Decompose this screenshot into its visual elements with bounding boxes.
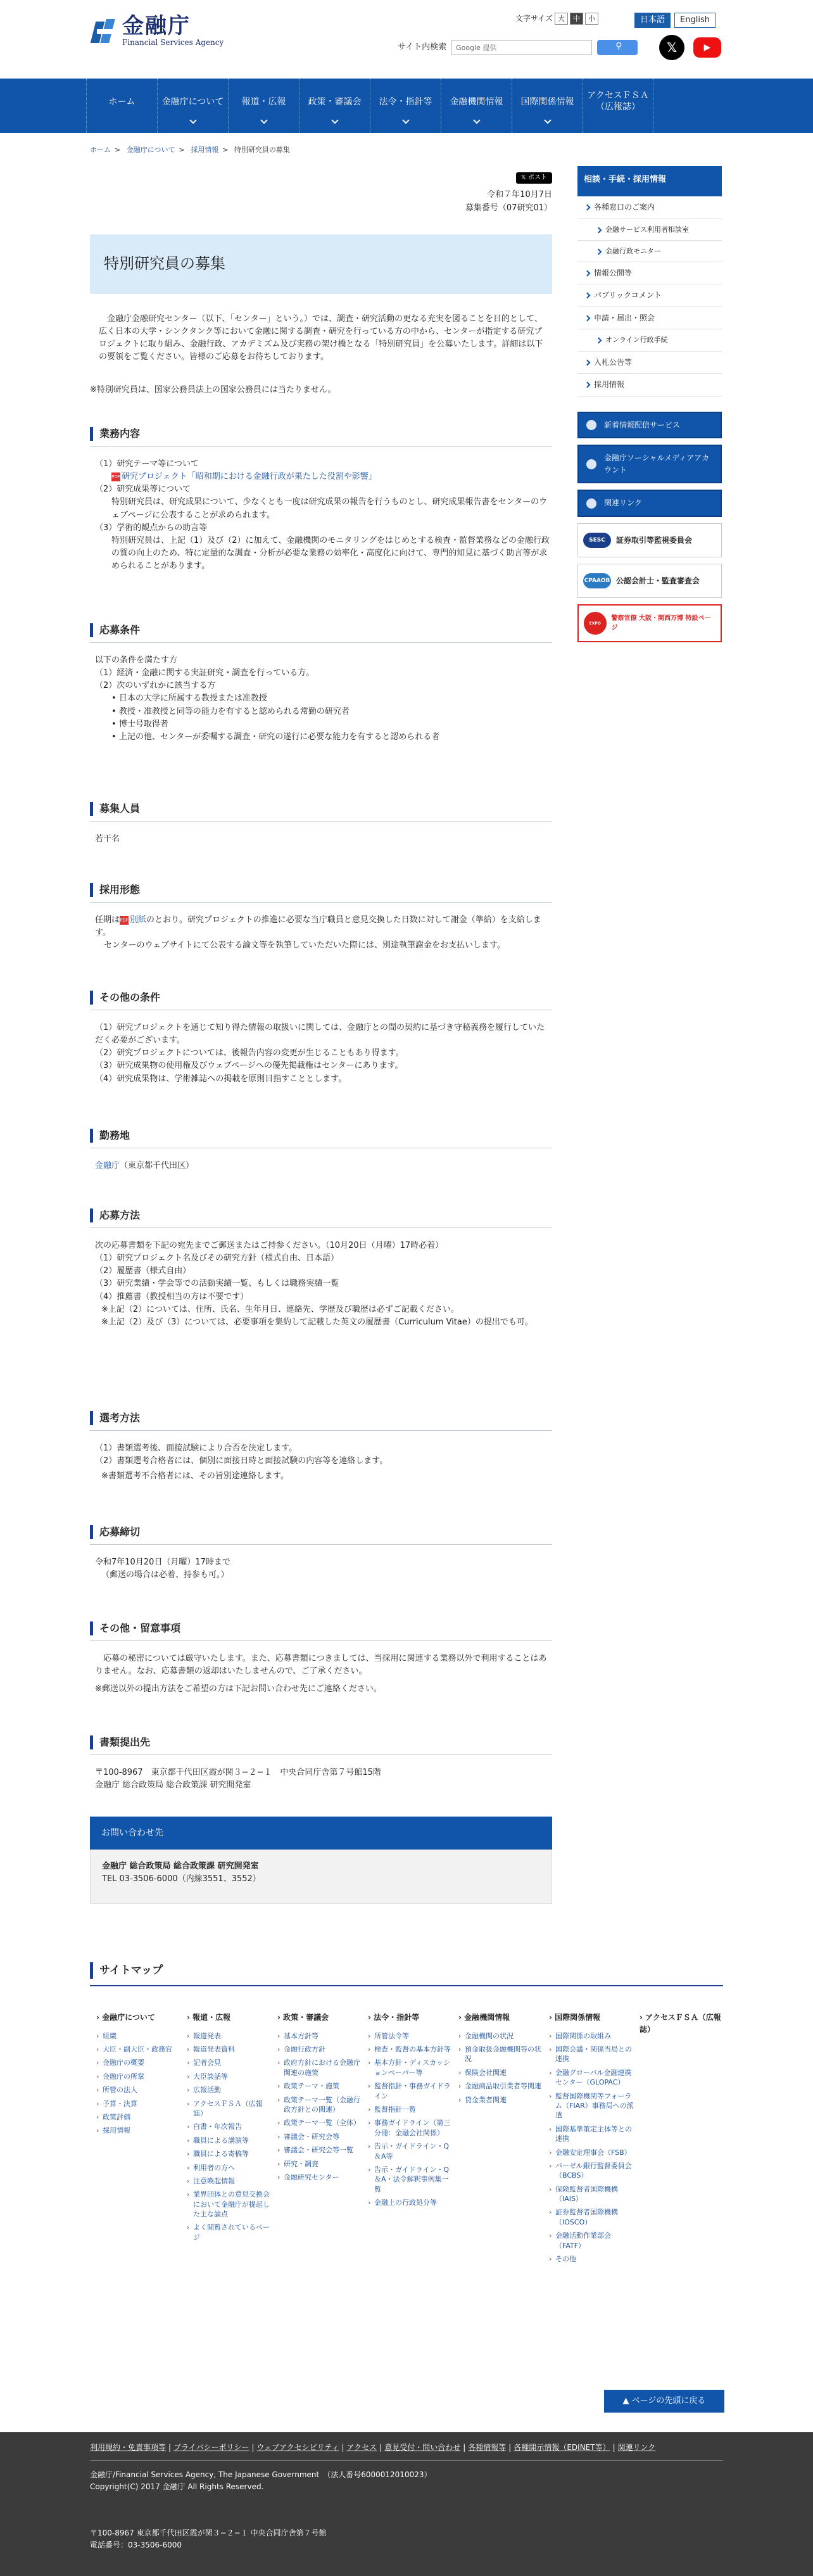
chevron-down-icon [473, 117, 480, 124]
sitemap [90, 1962, 723, 2264]
font-size-label: 文字サイズ [515, 14, 553, 23]
nav-label: 金融庁について [161, 97, 224, 107]
section-heading: 応募方法 [90, 1209, 552, 1222]
sitemap-link[interactable]: › 金融行政方針 [277, 2045, 363, 2054]
sitemap-column [277, 2012, 368, 2268]
section-deadline [90, 1525, 552, 1582]
cond-item-2: （2）次のいずれかに該当する方 [95, 681, 216, 691]
section-heading: 募集人員 [90, 802, 552, 816]
sitemap-link[interactable]: › 監督指針一覧 [368, 2105, 453, 2114]
sitemap-link[interactable]: › 監督指針・事務ガイドライン [368, 2081, 453, 2101]
nav-about[interactable] [157, 79, 228, 133]
select-note: ※書類選考不合格者には、その旨別途連絡します。 [101, 1471, 289, 1482]
banner-label: 新着情報配信サービス [604, 420, 681, 429]
pdf-icon: PDF [111, 473, 120, 481]
section-number [90, 802, 552, 846]
section-heading: 書類提出先 [90, 1735, 552, 1749]
sitemap-link[interactable]: › その他 [549, 2254, 634, 2264]
expo-logo-text: EXPO 2025 [589, 621, 601, 650]
expo-banner[interactable] [577, 604, 722, 650]
sitemap-column [368, 2012, 458, 2268]
sesc-banner[interactable] [577, 523, 722, 557]
nav-international[interactable] [512, 79, 583, 133]
sitemap-link[interactable]: › 事務ガイドライン（第三分冊：金融会社関係） [368, 2118, 453, 2138]
section-apply [90, 1209, 552, 1329]
project-link[interactable]: 研究プロジェクト「昭和期における金融行政が果たした役割や影響」 [122, 472, 377, 482]
chevron-down-icon [331, 117, 338, 124]
page-top-button[interactable]: ▲ ページの先頭に戻る [604, 2390, 724, 2413]
section-employment [90, 883, 552, 952]
section-selection [90, 1411, 552, 1483]
nav-label: アクセスＦＳＡ（広報誌） [587, 91, 649, 113]
footer-separator: | [168, 2443, 172, 2452]
page-title-text: 特別研究員の募集 [104, 255, 225, 272]
cond-list-item: • 博士号取得者 [111, 718, 552, 731]
form-pre: 任期は [95, 915, 120, 925]
nav-access-fsa[interactable] [583, 79, 653, 133]
sitemap-link[interactable]: › 国際基準策定主体等との連携 [549, 2124, 634, 2144]
sitemap-link[interactable]: › 大臣談話等 [187, 2072, 272, 2081]
tweet-button[interactable]: 𝕏 ポスト [516, 172, 552, 184]
nav-label: 国際関係情報 [520, 97, 574, 107]
sitemap-link[interactable]: › アクセスＦＳＡ（広報誌） [187, 2099, 272, 2119]
sidebar-subitem[interactable]: オンライン行政手続 [577, 329, 722, 351]
banner-label: 公認会計士・監査審査会 [616, 576, 700, 585]
sidebar [577, 166, 722, 649]
cond-item-1: （1）経済・金融に関する実証研究・調査を行っている方。 [95, 668, 315, 678]
footer-links [90, 2442, 658, 2454]
banner-label: 関連リンク [604, 498, 642, 508]
pdf-icon: PDF [120, 916, 129, 925]
chevron-down-icon [189, 117, 196, 124]
apply-item: （2）履歴書（様式自由） [95, 1266, 191, 1276]
nav-label: 法令・指針等 [379, 97, 432, 107]
sitemap-link[interactable]: › 金融研究センター [277, 2173, 363, 2182]
lead-note: ※特別研究員は、国家公務員法上の国家公務員には当たりません。 [90, 385, 336, 395]
place-rest: （東京都千代田区） [120, 1161, 194, 1171]
sitemap-link[interactable]: › 予算・決算 [96, 2099, 182, 2109]
sitemap-link[interactable]: › 金融庁の所掌 [96, 2072, 182, 2081]
number-body: 若干名 [95, 834, 120, 844]
tweet-label: ポスト [528, 174, 547, 181]
sitemap-link[interactable]: › 政策評価 [96, 2112, 182, 2122]
language-switch [634, 13, 715, 28]
sitemap-column [640, 2012, 730, 2268]
sitemap-link[interactable]: › 報道発表 [187, 2031, 272, 2041]
sitemap-link[interactable]: › 注意喚起情報 [187, 2176, 272, 2186]
apply-note: ※上記（2）については、住所、氏名、生年月日、連絡先、学歴及び職歴は必ずご記載ください。 [101, 1304, 459, 1314]
sitemap-link[interactable]: › 金融安定理事会（FSB） [549, 2148, 634, 2157]
footer-org: 金融庁/Financial Services Agency, The Japanese Government （法人番号6000012010023） [90, 2470, 432, 2479]
sitemap-link[interactable]: › 業界団体との意見交換会において金融庁が提起した主な論点 [187, 2190, 272, 2219]
deadline-sub: （郵送の場合は必着、持参も可。） [101, 1570, 229, 1580]
select-item: （1）書類選考後、面接試験により合否を決定します。 [95, 1443, 298, 1453]
section-heading: 応募締切 [90, 1525, 552, 1539]
site-footer [0, 2432, 813, 2576]
sitemap-link[interactable]: › 金融活動作業部会（FATF） [549, 2231, 634, 2250]
other-item: （3）研究成果物の使用権及びウェブページへの優先掲載権はセンターにあります。 [95, 1061, 403, 1071]
footer-copyright: Copyright(C) 2017 金融庁 All Rights Reserved. [90, 2482, 264, 2492]
apply-intro: 次の応募書類を下記の宛先までご郵送またはご持参ください。（10月20日（月曜）17時必着） [95, 1241, 444, 1250]
contact-org: 金融庁 総合政策局 総合政策課 研究開発室 [102, 1862, 259, 1871]
font-size-large-button[interactable]: 大 [555, 13, 568, 25]
breadcrumb-current: 特別研究員の募集 [234, 146, 290, 154]
wifi-icon [586, 420, 596, 430]
apply-note: ※上記（2）及び（3）については、必要事項を集約して記載した英文の履歴書（Curriculum Vitae）の提出でも可。 [101, 1317, 533, 1327]
footer-separator: | [612, 2443, 615, 2452]
contact-heading: お問い合わせ先 [90, 1817, 552, 1850]
logo-text-en: Financial Services Agency [122, 38, 224, 47]
other-item: （2）研究プロジェクトについては、後報告内容の変更が生じることもあり得ます。 [95, 1048, 404, 1058]
sitemap-link[interactable]: › 金融上の行政処分等 [368, 2198, 453, 2207]
sidebar-item[interactable]: 入札公告等 [577, 352, 722, 374]
footer-link[interactable]: プライバシーポリシー [173, 2443, 249, 2452]
breadcrumb-home[interactable]: ホーム [90, 146, 111, 154]
cpaaob-logo-icon: CPAAOB [583, 573, 611, 588]
apply-item: （4）推薦書（教授相当の方は不要です） [95, 1291, 249, 1302]
sidebar-item[interactable]: 各種窓口のご案内 [577, 196, 722, 219]
work-item-3: （3）学術的観点からの助言等 [95, 523, 208, 533]
sitemap-link[interactable]: › 保険監督者国際機構（IAIS） [549, 2185, 634, 2204]
work-item-2: （2）研究成果等について [95, 485, 191, 495]
footer-link[interactable]: 意見受付・問い合わせ [384, 2443, 461, 2452]
footer-address: 〒100-8967 東京都千代田区霞が関３−２−１ 中央合同庁舎第７号館 [90, 2528, 327, 2537]
other-item: （1）研究プロジェクトを通じて知り得た情報の取扱いに関しては、金融庁との間の契約に基づき守秘義務を履行していただく必要がございます。 [95, 1023, 545, 1046]
sitemap-link[interactable]: › 白書・年次報告 [187, 2122, 272, 2131]
sitemap-link[interactable]: › 検査・監督の基本方針等 [368, 2045, 453, 2054]
sitemap-column-heading[interactable]: › 国際関係情報 [549, 2012, 634, 2024]
nav-home[interactable] [86, 79, 157, 133]
sitemap-column [187, 2012, 277, 2268]
sitemap-link[interactable]: › 記者会見 [187, 2058, 272, 2067]
nav-laws[interactable] [370, 79, 441, 133]
cond-list-item: • 日本の大学に所属する教授または准教授 [111, 692, 552, 705]
social-icon [586, 459, 596, 469]
footer-link[interactable]: 各種開示情報（EDINET等） [514, 2443, 610, 2452]
fsa-link[interactable]: 金融庁 [95, 1161, 120, 1171]
sidebar-item[interactable]: パブリックコメント [577, 284, 722, 307]
sitemap-link[interactable]: › 基本方針・ディスカッションペーパー等 [368, 2058, 453, 2078]
work-item-2-body: 特別研究員は、研究成果について、少なくとも一度は研究成果の報告を行うものとし、研究成果報告書をセンターのウェブページに公表することが求められます。 [111, 497, 547, 520]
section-submit-to [90, 1735, 552, 1792]
sitemap-link[interactable]: › 所管の法人 [96, 2085, 182, 2095]
breadcrumb: ホーム > 金融庁について > 採用情報 > 特別研究員の募集 [90, 146, 290, 154]
nav-label: 政策・審議会 [308, 97, 362, 107]
sitemap-link[interactable]: › 金融庁の概要 [96, 2058, 182, 2067]
sitemap-link[interactable]: › 政策テーマ一覧（金融行政方針との関連） [277, 2095, 363, 2115]
work-item-3-body: 特別研究員は、上記（1）及び（2）に加えて、金融機関のモニタリングをはじめとする検査・監督業務などの金融行政の質の向上のため、特に定量的な調査・分析が必要な業務の効率化・高度化に向けて、専門的知見に基づく助言等が求められることがあります。 [111, 535, 550, 571]
section-workplace [90, 1129, 552, 1172]
sidebar-banner-links[interactable] [577, 490, 722, 517]
section-heading: 勤務地 [90, 1129, 552, 1143]
recruit-number: 募集番号（07研究01） [465, 203, 552, 213]
search-label: サイト内検索 [398, 42, 447, 52]
font-size-small-button[interactable]: 小 [585, 13, 598, 25]
x-twitter-icon[interactable]: 𝕏 [659, 35, 684, 60]
footer-info [90, 2469, 432, 2493]
search-input[interactable]: Google 提供 [451, 40, 592, 55]
publish-date: 令和７年10月7日 [487, 190, 552, 200]
sitemap-link[interactable]: › 証券監督者国際機構（IOSCO） [549, 2207, 634, 2227]
sitemap-link[interactable]: › よく閲覧されているページ [187, 2223, 272, 2242]
sitemap-column-heading[interactable]: › 報道・広報 [187, 2012, 272, 2024]
sitemap-link[interactable]: › 審議会・研究会等 [277, 2132, 363, 2141]
section-heading: 業務内容 [90, 427, 552, 441]
breadcrumb-recruit[interactable]: 採用情報 [191, 146, 219, 154]
sitemap-link[interactable]: › 国際関係の取組み [549, 2031, 634, 2041]
work-item-1: （1）研究テーマ等について [95, 459, 199, 469]
section-heading: 応募条件 [90, 623, 552, 637]
sitemap-link[interactable]: › 保険会社関連 [458, 2068, 544, 2078]
chevron-down-icon [402, 117, 409, 124]
expo-logo-icon [584, 612, 607, 650]
page-title [90, 234, 552, 294]
sitemap-link[interactable]: › 研究・調査 [277, 2159, 363, 2169]
lang-english-button[interactable]: English [674, 13, 715, 28]
section-heading: その他の条件 [90, 991, 552, 1005]
youtube-icon[interactable]: ▶ [693, 37, 721, 58]
remarks-body: 応募の秘密については厳守いたします。また、応募書類につきましては、当採用に関連する業務以外で利用することはありません。なお、応募書類の返却はいたしませんので、ご了承ください。 [95, 1654, 547, 1677]
deadline-text: 令和7年10月20日（月曜）17時まで [95, 1558, 230, 1567]
other-item: （4）研究成果物は、学術雑誌への掲載を原則目指すこととします。 [95, 1074, 347, 1084]
submit-address: 〒100-8967 東京都千代田区霞が関３−２−１ 中央合同庁舎第７号館15階 [95, 1768, 381, 1777]
site-logo[interactable] [92, 15, 224, 49]
sitemap-link[interactable]: › 組織 [96, 2031, 182, 2041]
banner-label: 警察官僚 大阪・関西万博 特設ページ [611, 614, 711, 632]
footer-separator: | [508, 2443, 512, 2452]
footer-separator: | [251, 2443, 255, 2452]
sesc-logo-icon: SESC [583, 533, 611, 548]
banner-label: 金融庁ソーシャルメディアアカウント [604, 454, 710, 474]
sitemap-column-heading[interactable]: › 金融庁について [96, 2012, 182, 2024]
sidebar-subitem[interactable]: 金融サービス利用者相談室 [577, 219, 722, 241]
footer-separator: | [379, 2443, 382, 2452]
section-heading: その他・留意事項 [90, 1621, 552, 1635]
contact-box [90, 1850, 552, 1904]
lead-paragraph [90, 313, 552, 364]
sitemap-link[interactable]: › 告示・ガイドライン・Q＆A・法令解釈事例集一覧 [368, 2165, 453, 2194]
font-size-medium-button[interactable]: 中 [570, 13, 583, 25]
footer-link[interactable]: アクセス [346, 2443, 377, 2452]
sitemap-link[interactable]: › 所管法令等 [368, 2031, 453, 2041]
sitemap-link[interactable]: › 政府方針における金融庁関連の施策 [277, 2058, 363, 2078]
footer-separator: | [341, 2443, 344, 2452]
site-search [398, 40, 638, 55]
global-nav [0, 79, 813, 133]
sitemap-link[interactable]: › 採用情報 [96, 2126, 182, 2135]
contact-tel: TEL 03-3506-6000（内線3551、3552） [102, 1874, 261, 1884]
sitemap-link[interactable]: › 広報活動 [187, 2085, 272, 2095]
nav-institutions[interactable] [441, 79, 512, 133]
footer-tel: 電話番号：03-3506-6000 [90, 2541, 182, 2550]
site-header [0, 0, 813, 79]
sitemap-link[interactable]: › バーゼル銀行監督委員会（BCBS） [549, 2161, 634, 2181]
submit-org: 金融庁 総合政策局 総合政策課 研究開発室 [95, 1780, 251, 1791]
sitemap-columns [96, 2012, 730, 2268]
sitemap-link[interactable]: › 金融グローバル金融連携センター（GLOPAC） [549, 2068, 634, 2088]
sitemap-link[interactable]: › 基本方針等 [277, 2031, 363, 2041]
sitemap-column [549, 2012, 640, 2268]
footer-link[interactable]: ウェブアクセシビリティ [256, 2443, 339, 2452]
sitemap-link[interactable]: › 貸金業者関連 [458, 2095, 544, 2105]
apply-item: （3）研究業績・学会等での活動実績一覧、もしくは職務実績一覧 [95, 1279, 339, 1289]
sitemap-link[interactable]: › 告示・ガイドライン・Q＆A等 [368, 2141, 453, 2161]
sitemap-link[interactable]: › 国際会議・関係当局との連携 [549, 2045, 634, 2064]
apply-item: （1）研究プロジェクト名及びその研究方針（様式自由、日本語） [95, 1253, 339, 1264]
lead-text: 金融庁金融研究センター（以下、「センター」という。）では、調査・研究活動の更なる充実を図ることを目的として、広く日本の大学・シンクタンク等において金融に関する調査・研究を行っている方の中から、センターが指定する研究プロジェクトに取り組み、金融行政、アカデミズム及び実務の架け橋となる「特別研究員」を公募いたします。詳細は以下の要領をご覧ください。皆様のご応募をお待ちしております。 [99, 314, 543, 362]
section-other-conditions [90, 991, 552, 1086]
publish-info [465, 189, 552, 215]
chevron-down-icon [260, 117, 267, 124]
sitemap-link[interactable]: › 政策テーマ一覧（全体） [277, 2118, 363, 2128]
page-top-label: ページの先頭に戻る [631, 2396, 706, 2406]
footer-link[interactable]: 各種情報等 [468, 2443, 507, 2452]
nav-press[interactable] [228, 79, 299, 133]
sitemap-link[interactable]: › 監督国際機関等フォーラム（FIAR）事務局への派遣 [549, 2091, 634, 2121]
sidebar-banner-social[interactable] [577, 445, 722, 483]
sitemap-column-heading[interactable]: › アクセスＦＳＡ（広報誌） [640, 2012, 725, 2035]
sitemap-heading: サイトマップ [90, 1962, 723, 1979]
chevron-down-icon [544, 117, 551, 124]
sitemap-link[interactable]: › 金融商品取引業者等関連 [458, 2081, 544, 2091]
lang-japanese-button[interactable]: 日本語 [634, 13, 671, 28]
footer-separator: | [463, 2443, 466, 2452]
sitemap-link[interactable]: › 報道発表資料 [187, 2045, 272, 2054]
nav-label: 報道・広報 [241, 97, 286, 107]
font-size-control [515, 13, 598, 25]
sitemap-link[interactable]: › 職員による寄稿等 [187, 2149, 272, 2159]
sitemap-column [458, 2012, 549, 2268]
link-icon [586, 498, 596, 509]
search-icon: ⚲ [615, 41, 622, 51]
form-body-2: センターのウェブサイトにて公表する論文等を執筆していただいた際には、別途執筆謝金をお支払いします。 [104, 941, 506, 951]
footer-link[interactable]: 利用規約・免責事項等 [90, 2443, 167, 2452]
sitemap-link[interactable]: › 大臣・副大臣・政務官 [96, 2045, 182, 2054]
sitemap-column [96, 2012, 187, 2268]
sitemap-link[interactable]: › 職員による講演等 [187, 2136, 272, 2145]
sidebar-item[interactable]: 採用情報 [577, 374, 722, 397]
search-button[interactable] [597, 40, 638, 55]
form-post: のとおり。研究プロジェクトの推進に必要な当庁職員と意見交換した日数に対して謝金（準給）を支給します。 [95, 915, 541, 938]
sitemap-link[interactable]: › 利用者の方へ [187, 2163, 272, 2173]
sidebar-banner-newsletter[interactable] [577, 412, 722, 439]
sidebar-item[interactable]: 情報公開等 [577, 262, 722, 285]
attachment-link[interactable]: 別紙 [130, 915, 147, 925]
footer-address-block [90, 2527, 327, 2551]
sitemap-link[interactable]: › 審議会・研究会等一覧 [277, 2145, 363, 2155]
cond-list-item: • 上記の他、センターが委嘱する調査・研究の遂行に必要な能力を有すると認められる者 [111, 731, 552, 744]
sidebar-heading: 相談・手続・採用情報 [577, 166, 722, 196]
section-heading: 採用形態 [90, 883, 552, 897]
select-item: （2）書類選考合格者には、個別に面接日時と面接試験の内容等を連絡します。 [95, 1456, 388, 1466]
nav-label: ホーム [108, 97, 136, 107]
section-heading: 選考方法 [90, 1411, 552, 1425]
sitemap-link[interactable]: › 政策テーマ・施策 [277, 2081, 363, 2091]
sidebar-subitem[interactable]: 金融行政モニター [577, 241, 722, 262]
sidebar-item[interactable]: 申請・届出・照会 [577, 307, 722, 330]
sitemap-link[interactable]: › 預金取扱金融機関等の状況 [458, 2045, 544, 2064]
remarks-note: ※郵送以外の提出方法をご希望の方は下記お問い合わせ先にご連絡ください。 [95, 1684, 382, 1694]
section-remarks [90, 1621, 552, 1696]
section-work [90, 427, 552, 573]
sitemap-column-heading[interactable]: › 金融機関情報 [458, 2012, 544, 2024]
sitemap-column-heading[interactable]: › 法令・指針等 [368, 2012, 453, 2024]
cpaaob-banner[interactable] [577, 564, 722, 598]
sitemap-link[interactable]: › 金融機関の状況 [458, 2031, 544, 2041]
cond-intro: 以下の条件を満たす方 [95, 656, 178, 665]
fsa-logo-icon [92, 18, 120, 46]
breadcrumb-about[interactable]: 金融庁について [126, 146, 175, 154]
logo-text-jp: 金融庁 [122, 13, 191, 39]
footer-link[interactable]: 関連リンク [617, 2443, 656, 2452]
nav-policy[interactable] [299, 79, 370, 133]
cond-list-item: • 教授・准教授と同等の能力を有すると認められる常勤の研究者 [111, 706, 552, 718]
nav-label: 金融機関情報 [450, 97, 503, 107]
sitemap-column-heading[interactable]: › 政策・審議会 [277, 2012, 363, 2024]
banner-label: 証券取引等監視委員会 [616, 535, 693, 545]
section-conditions [90, 623, 552, 744]
